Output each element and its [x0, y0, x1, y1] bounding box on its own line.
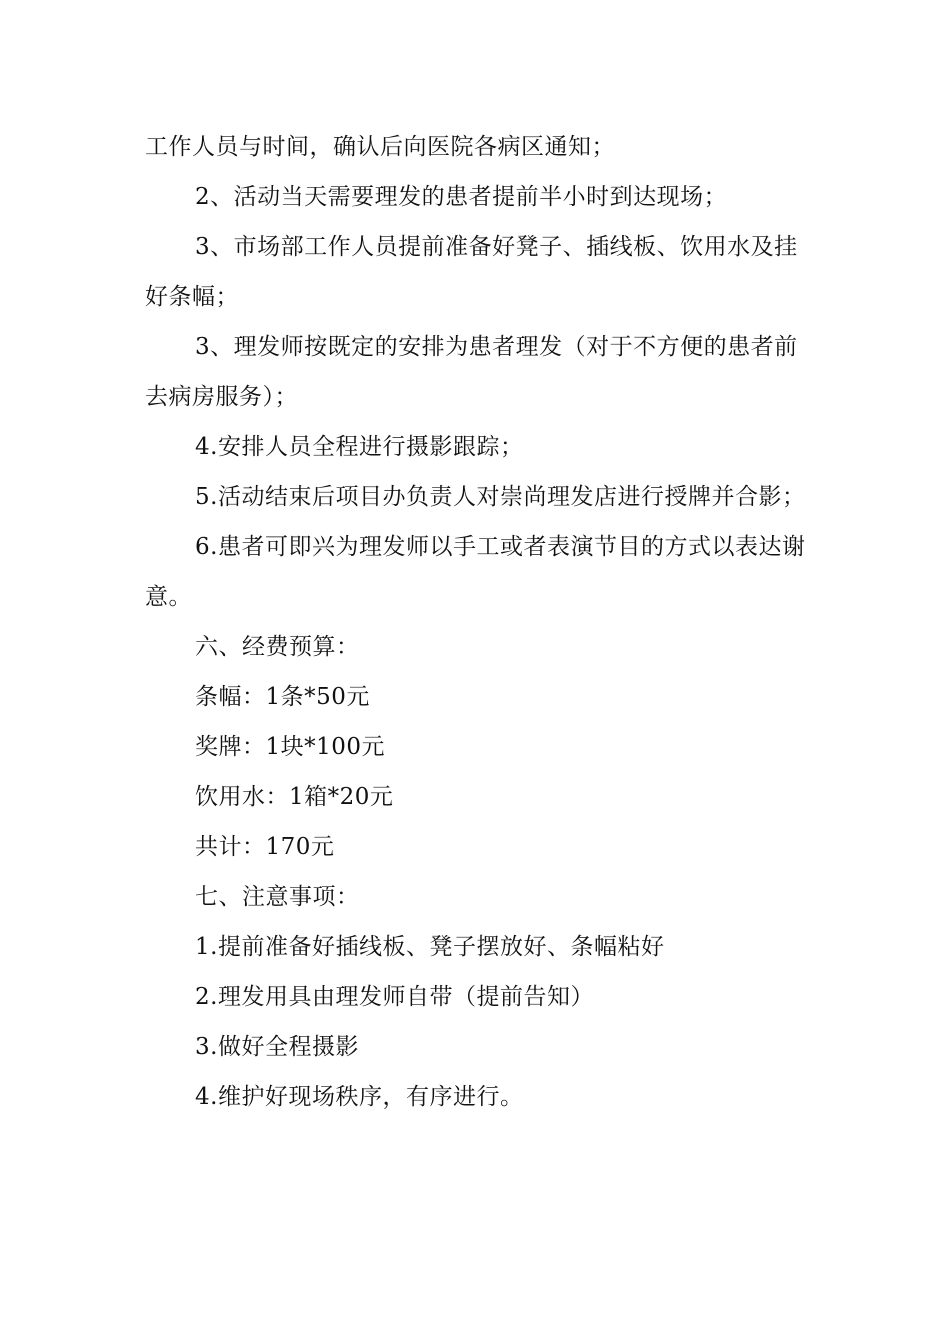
note-item-1: 1.提前准备好插线板、凳子摆放好、条幅粘好	[195, 934, 665, 960]
paragraph-step-2: 2、活动当天需要理发的患者提前半小时到达现场；	[195, 184, 728, 210]
budget-item-water: 饮用水：1箱*20元	[195, 784, 394, 810]
paragraph-step-3a: 3、市场部工作人员提前准备好凳子、插线板、饮用水及挂好条幅；	[145, 234, 798, 310]
paragraph-step-5: 5.活动结束后项目办负责人对崇尚理发店进行授牌并合影；	[195, 484, 806, 510]
note-item-3: 3.做好全程摄影	[195, 1034, 359, 1060]
note-item-4: 4.维护好现场秩序，有序进行。	[195, 1084, 524, 1110]
budget-heading: 六、经费预算：	[195, 634, 360, 660]
budget-total: 共计：170元	[195, 834, 335, 860]
paragraph-step-6: 6.患者可即兴为理发师以手工或者表演节目的方式以表达谢意。	[145, 534, 806, 610]
note-item-2: 2.理发用具由理发师自带（提前告知）	[195, 984, 594, 1010]
budget-item-banner: 条幅：1条*50元	[195, 684, 370, 710]
notes-heading: 七、注意事项：	[195, 884, 360, 910]
paragraph-step-3b: 3、理发师按既定的安排为患者理发（对于不方便的患者前去病房服务）；	[145, 334, 798, 410]
paragraph-step-4: 4.安排人员全程进行摄影跟踪；	[195, 434, 524, 460]
paragraph-continuation: 工作人员与时间，确认后向医院各病区通知；	[145, 134, 615, 160]
budget-item-plaque: 奖牌：1块*100元	[195, 734, 386, 760]
document-page	[145, 122, 807, 1122]
